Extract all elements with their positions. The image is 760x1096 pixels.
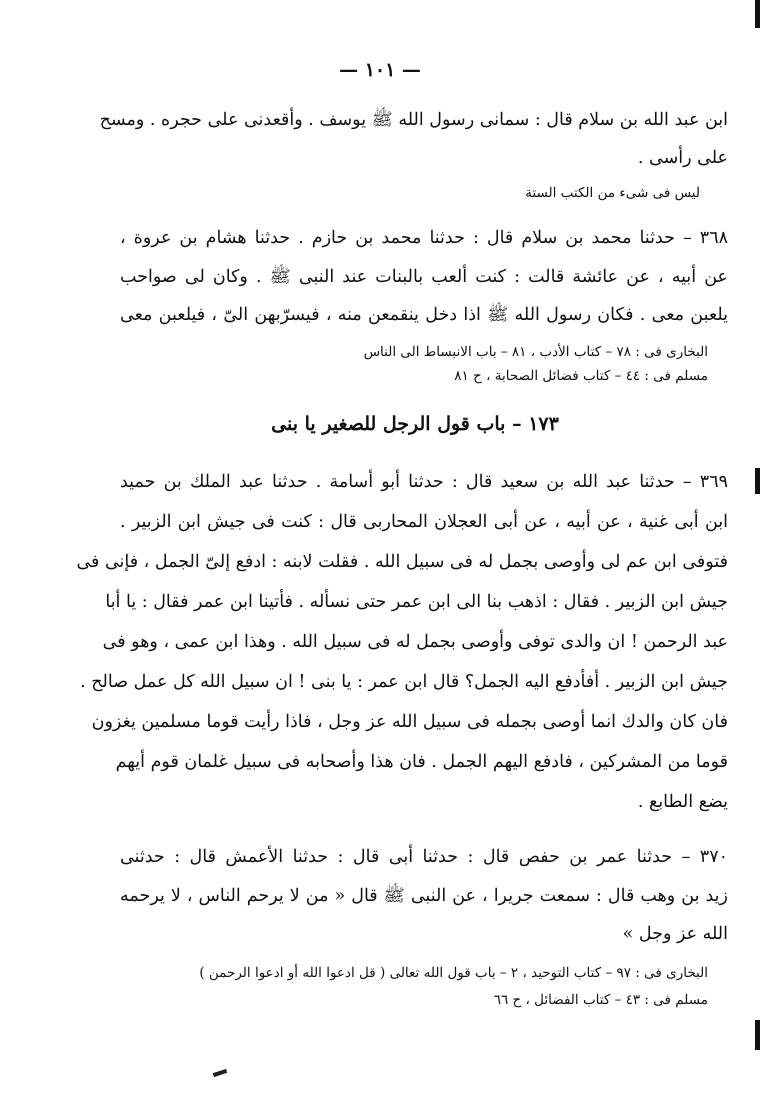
text-line: ابن عبد الله بن سلام قال : سمانى رسول الله ﷺ يوسف . وأقعدنى على حجره . ومسح (99, 110, 728, 130)
hadith-370-line: ٣٧٠ – حدثنا عمر بن حفص قال : حدثنا أبى قال : حدثنا الأعمش قال : حدثنى (120, 847, 728, 867)
hadith-369-line: ٣٦٩ – حدثنا عبد الله بن سعيد قال : حدثنا أبو أسامة . حدثنا عبد الملك بن حميد (120, 472, 728, 492)
text-line: عن أبيه ، عن عائشة قالت : كنت ألعب بالبنات عند النبى ﷺ . وكان لى صواحب (120, 267, 728, 287)
text-line: ابن أبى غنية ، عن أبيه ، عن أبى العجلان المحاربى قال : كنت فى جيش ابن الزبير . (120, 512, 728, 532)
text-line: فان كان والدك انما أوصى بجمله فى سبيل الله عز وجل ، فاذا رأيت قوما مسلمين يغزون (91, 712, 728, 732)
reference-note: البخارى فى : ٧٨ – كتاب الأدب ، ٨١ – باب الانبساط الى الناس (363, 344, 708, 360)
text-line: يضع الطابع . (637, 792, 728, 812)
scan-edge-mark-bottom (755, 1020, 760, 1050)
source-note: ليس فى شىء من الكتب الستة (525, 185, 700, 201)
text-line: فتوفى ابن عم لى وأوصى بجمل له فى سبيل الله . فقلت لابنه : ادفع إلىّ الجمل ، فإنى فى (76, 552, 728, 572)
text-line: يلعبن معى . فكان رسول الله ﷺ اذا دخل ينقمعن منه ، فيسرّبهن الىّ ، فيلعبن معى (120, 305, 728, 325)
text-line: جيش ابن الزبير . أفأدفع اليه الجمل؟ قال ابن عمر : يا بنى ! ان سبيل الله كل عمل صالح . (80, 672, 728, 692)
scan-edge-mark-middle (755, 468, 760, 494)
text-line: جيش ابن الزبير . فقال : اذهب بنا الى ابن عمر حتى نسأله . فأتينا ابن عمر فقال : يا أبا (105, 592, 728, 612)
scan-edge-mark-top (755, 0, 760, 28)
text-line: عبد الرحمن ! ان والدى توفى وأوصى بجمل له فى سبيل الله . وهذا ابن عمى ، وهو فى (102, 632, 728, 652)
hadith-368-line: ٣٦٨ – حدثنا محمد بن سلام قال : حدثنا محمد بن حازم . حدثنا هشام بن عروة ، (120, 228, 728, 248)
scan-speck (213, 1069, 228, 1077)
text-line: قوما من المشركين ، فادفع اليهم الجمل . فان هذا وأصحابه فى سبيل غلمان قوم أيهم (115, 752, 728, 772)
reference-note: مسلم فى : ٤٣ – كتاب الفضائل ، ح ٦٦ (493, 992, 708, 1008)
text-line: على رأسى . (637, 148, 728, 168)
chapter-heading: ١٧٣ – باب قول الرجل للصغير يا بنى (271, 413, 559, 435)
page-number: — ١٠١ — (339, 59, 421, 81)
reference-note: مسلم فى : ٤٤ – كتاب فضائل الصحابة ، ح ٨١ (454, 368, 708, 384)
text-line: الله عز وجل » (622, 924, 728, 944)
reference-note: البخارى فى : ٩٧ – كتاب التوحيد ، ٢ – باب قول الله تعالى ( قل ادعوا الله أو ادعوا الرحمن ) (199, 965, 708, 981)
text-line: زيد بن وهب قال : سمعت جريرا ، عن النبى ﷺ قال « من لا يرحم الناس ، لا يرحمه (120, 886, 728, 906)
